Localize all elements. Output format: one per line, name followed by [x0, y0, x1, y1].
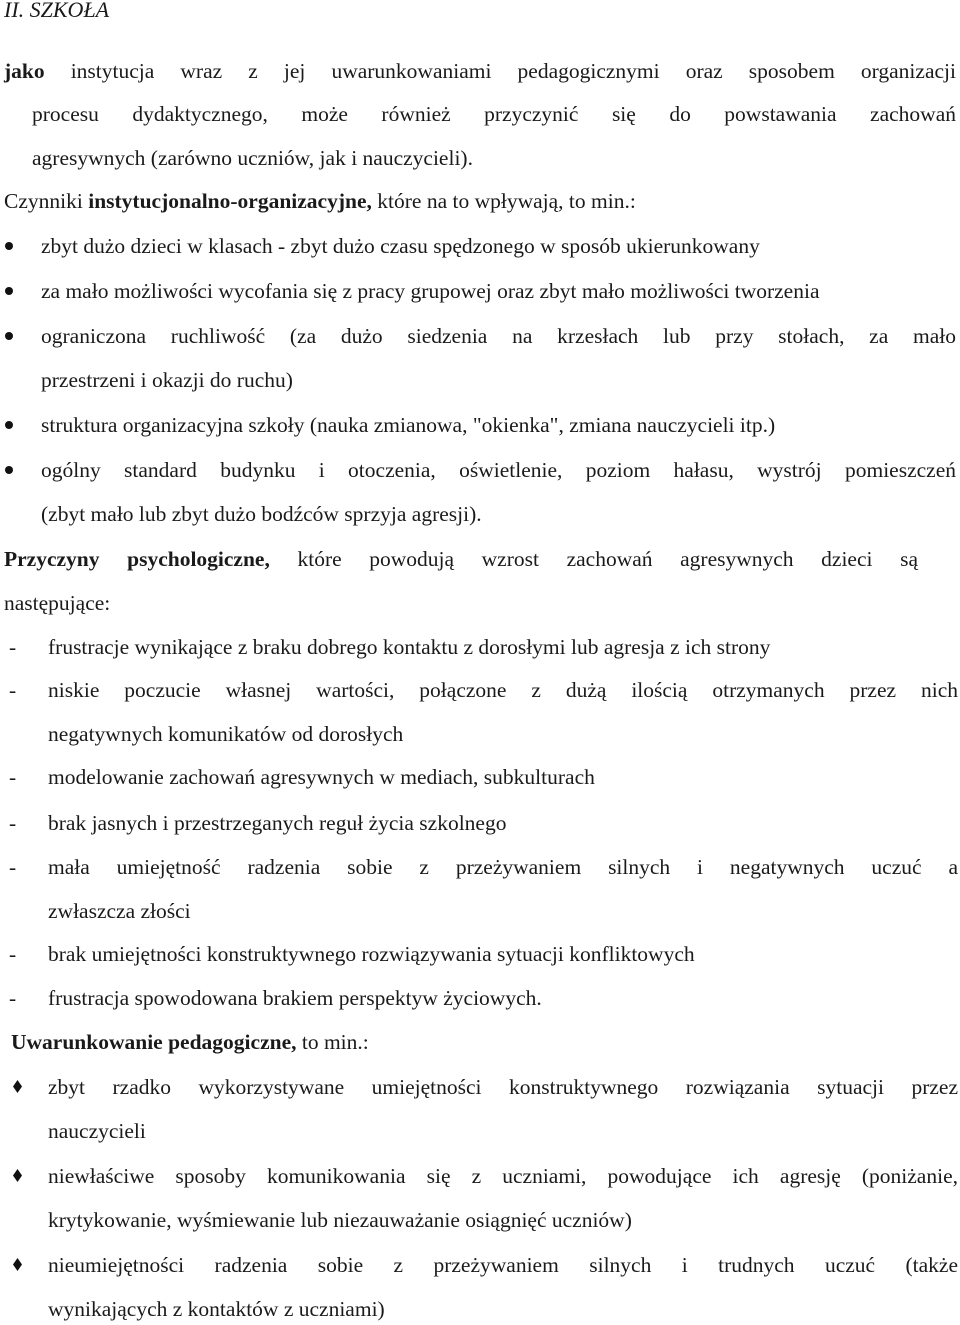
- psychological-item-1: frustracje wynikające z braku dobrego kontaktu z dorosłymi lub agresja z ich strony: [48, 635, 771, 659]
- intro-line-2: procesu dydaktycznego, może również przyczynić się do powstawania zachowań: [32, 102, 956, 126]
- diamond-bullet-icon: [13, 1258, 22, 1271]
- diamond-bullet-icon: [13, 1169, 22, 1182]
- dash-marker: -: [9, 765, 17, 789]
- psychological-item-6: brak umiejętności konstruktywnego rozwiązywania sytuacji konfliktowych: [48, 942, 695, 966]
- psychological-item-7: frustracja spowodowana brakiem perspektyw życiowych.: [48, 986, 542, 1010]
- psychological-item-4: brak jasnych i przestrzeganych reguł życia szkolnego: [48, 811, 507, 835]
- institutional-suffix: które na to wpływają, to min.:: [371, 189, 636, 213]
- institutional-item-4: struktura organizacyjna szkoły (nauka zmianowa, "okienka", zmiana nauczycieli itp.): [41, 413, 776, 437]
- psychological-intro-line-2: następujące:: [4, 591, 111, 615]
- institutional-prefix: Czynniki: [4, 189, 89, 213]
- pedagogical-item-2-line-1: niewłaściwe sposoby komunikowania się z uczniami, powodujące ich agresję (poniżanie,: [48, 1164, 958, 1188]
- bullet-icon: [5, 466, 13, 474]
- psychological-item-2-line-2: negatywnych komunikatów od dorosłych: [48, 722, 404, 746]
- diamond-bullet-icon: [13, 1080, 22, 1093]
- institutional-item-1: zbyt dużo dzieci w klasach - zbyt dużo czasu spędzonego w sposób ukierunkowany: [41, 234, 760, 258]
- psychological-bold: Przyczyny psychologiczne,: [4, 547, 270, 571]
- psychological-item-5-line-2: zwłaszcza złości: [48, 899, 191, 923]
- pedagogical-item-1-line-2: nauczycieli: [48, 1119, 146, 1143]
- pedagogical-bold: Uwarunkowanie pedagogiczne,: [11, 1030, 297, 1054]
- pedagogical-item-1-line-1: zbyt rzadko wykorzystywane umiejętności konstruktywnego rozwiązania sytuacji przez: [48, 1075, 958, 1099]
- pedagogical-item-3-line-1: nieumiejętności radzenia sobie z przeżywaniem silnych i trudnych uczuć (także: [48, 1253, 958, 1277]
- psychological-item-3: modelowanie zachowań agresywnych w mediach, subkulturach: [48, 765, 595, 789]
- dash-marker: -: [9, 855, 17, 879]
- bullet-icon: [5, 287, 13, 295]
- pedagogical-item-3-line-2: wynikających z kontaktów z uczniami): [48, 1297, 385, 1321]
- intro-line-3: agresywnych (zarówno uczniów, jak i nauczycieli).: [32, 146, 473, 170]
- dash-marker: -: [9, 635, 17, 659]
- pedagogical-item-2-line-2: krytykowanie, wyśmiewanie lub niezauważanie osiągnięć uczniów): [48, 1208, 632, 1232]
- bullet-icon: [5, 242, 13, 250]
- pedagogical-suffix: to min.:: [296, 1030, 369, 1054]
- dash-marker: -: [9, 986, 17, 1010]
- dash-marker: -: [9, 811, 17, 835]
- institutional-item-5-line-2: (zbyt mało lub zbyt dużo bodźców sprzyja agresji).: [41, 502, 482, 526]
- bullet-icon: [5, 421, 13, 429]
- intro-lead-bold: jako: [4, 59, 45, 83]
- intro-line-1: [4, 61, 956, 83]
- psychological-intro: [4, 549, 918, 571]
- institutional-item-2: za mało możliwości wycofania się z pracy grupowej oraz zbyt mało możliwości tworzenia: [41, 279, 820, 303]
- pedagogical-intro: [11, 1032, 369, 1054]
- institutional-item-5-line-1: ogólny standard budynku i otoczenia, oświetlenie, poziom hałasu, wystrój pomieszczeń: [41, 458, 956, 482]
- bullet-icon: [5, 332, 13, 340]
- institutional-intro: [4, 191, 636, 213]
- intro-line-1-text: instytucja wraz z jej uwarunkowaniami pedagogicznymi oraz sposobem organizacji: [44, 59, 956, 83]
- dash-marker: -: [9, 942, 17, 966]
- section-heading: II. SZKOŁA: [4, 0, 110, 22]
- psychological-suffix: które powodują wzrost zachowań agresywnych dzieci są: [269, 547, 918, 571]
- institutional-item-3-line-2: przestrzeni i okazji do ruchu): [41, 368, 293, 392]
- psychological-item-2-line-1: niskie poczucie własnej wartości, połączone z dużą ilością otrzymanych przez nich: [48, 678, 958, 702]
- psychological-item-5-line-1: mała umiejętność radzenia sobie z przeżywaniem silnych i negatywnych uczuć a: [48, 855, 958, 879]
- institutional-bold: instytucjonalno-organizacyjne,: [88, 189, 372, 213]
- dash-marker: -: [9, 678, 17, 702]
- institutional-item-3-line-1: ograniczona ruchliwość (za dużo siedzenia na krzesłach lub przy stołach, za mało: [41, 324, 956, 348]
